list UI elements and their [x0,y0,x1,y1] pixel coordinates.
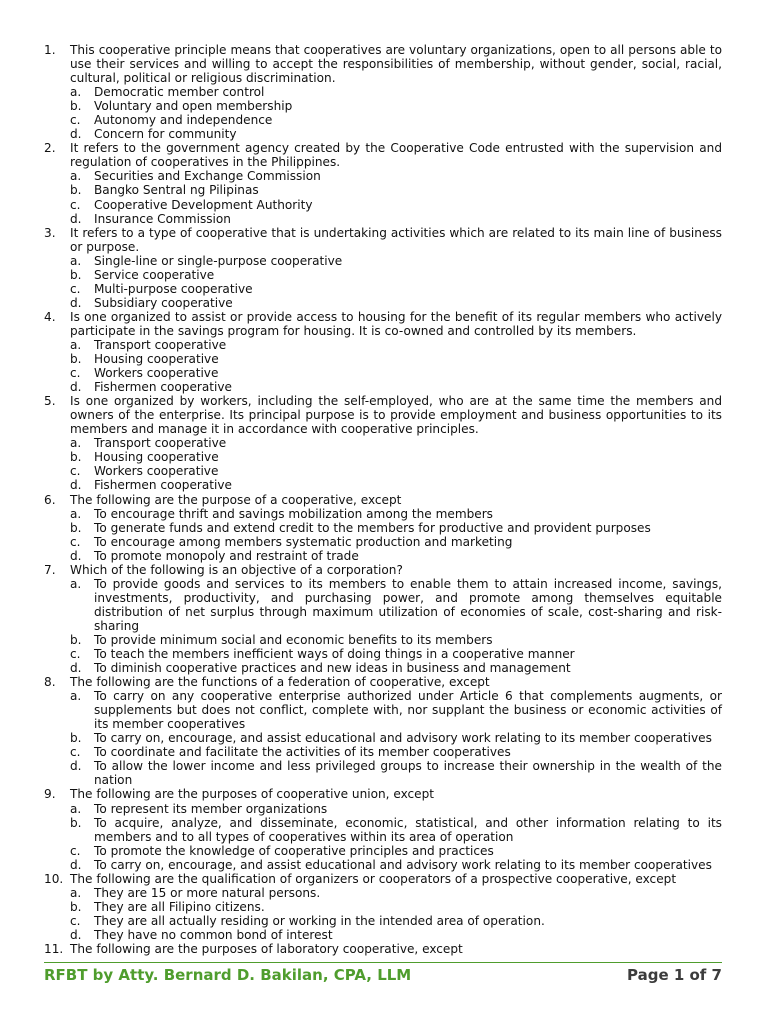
answer-option [70,296,722,310]
option-text: Subsidiary cooperative [94,295,233,310]
option-list [70,85,722,141]
option-text: Workers cooperative [94,464,219,479]
question-item [44,43,722,141]
question-item [44,394,722,492]
option-text: They are all Filipino citizens. [94,899,265,914]
answer-option [70,521,722,535]
option-letter: d. [70,295,82,310]
answer-option [70,535,722,549]
answer-option [70,478,722,492]
page-footer [44,962,722,990]
question-number: 3. [44,225,56,240]
option-list [70,886,722,942]
option-letter: d. [70,927,82,942]
answer-option [70,282,722,296]
answer-option [70,198,722,212]
question-item [44,310,722,394]
option-letter: b. [70,899,82,914]
question-number: 11. [44,942,64,956]
option-text: Housing cooperative [94,352,219,367]
option-letter: c. [70,745,81,760]
option-letter: a. [70,689,82,704]
answer-option [70,647,722,661]
question-text: The following are the purpose of a cooperative, except [70,492,402,507]
answer-option [70,759,722,787]
option-list [70,507,722,563]
answer-option [70,816,722,844]
option-text: Cooperative Development Authority [94,197,313,212]
option-letter: a. [70,576,82,591]
question-text: The following are the qualification of organizers or cooperators of a prospective cooperative, except [70,871,677,886]
question-item [44,226,722,310]
option-letter: d. [70,380,82,395]
question-item [44,675,722,787]
option-letter: b. [70,352,82,367]
answer-option [70,507,722,521]
option-letter: b. [70,183,82,198]
option-letter: c. [70,366,81,381]
option-list [70,169,722,225]
option-letter: c. [70,647,81,662]
option-letter: d. [70,661,82,676]
question-text: Which of the following is an objective of a corporation? [70,562,403,577]
question-text: This cooperative principle means that cooperatives are voluntary organizations, open to all persons able to use their services and willing to accept the responsibilities of membership, without gender, social, racial, cultural, political or religious discrimination. [70,43,722,86]
option-letter: b. [70,267,82,282]
question-text: The following are the functions of a federation of cooperative, except [70,675,490,690]
answer-option [70,731,722,745]
answer-option [70,886,722,900]
option-text: Democratic member control [94,85,265,100]
option-letter: d. [70,857,82,872]
answer-option [70,549,722,563]
question-item [44,942,722,956]
answer-option [70,900,722,914]
option-letter: b. [70,815,82,830]
option-text: Autonomy and independence [94,113,273,128]
option-letter: b. [70,731,82,746]
option-letter: c. [70,464,81,479]
question-row [44,942,722,956]
answer-option [70,858,722,872]
question-row [44,493,722,507]
answer-option [70,802,722,816]
option-letter: c. [70,843,81,858]
option-letter: d. [70,759,82,774]
option-text: To acquire, analyze, and disseminate, economic, statistical, and other information relating to its members and to all types of cooperatives within its area of operation [94,815,722,844]
answer-option [70,212,722,226]
option-text: Fishermen cooperative [94,380,232,395]
question-text: Is one organized by workers, including the self-employed, who are at the same time the members and owners of the enterprise. Its principal purpose is to provide employment and business opportunities to its members and manage it in accordance with cooperative principles. [70,394,722,437]
option-letter: b. [70,632,82,647]
question-item [44,787,722,871]
option-text: Bangko Sentral ng Pilipinas [94,183,259,198]
option-text: They have no common bond of interest [94,927,333,942]
answer-option [70,450,722,464]
option-letter: c. [70,913,81,928]
option-text: Workers cooperative [94,366,219,381]
option-text: To encourage thrift and savings mobilization among the members [94,506,493,521]
answer-option [70,85,722,99]
answer-option [70,914,722,928]
question-text: The following are the purposes of cooperative union, except [70,787,435,802]
option-letter: a. [70,85,82,100]
option-text: Single-line or single-purpose cooperative [94,253,343,268]
answer-option [70,464,722,478]
question-item [44,872,722,942]
option-letter: a. [70,506,82,521]
option-letter: b. [70,450,82,465]
option-letter: c. [70,113,81,128]
option-text: To allow the lower income and less privileged groups to increase their ownership in the wealth of the nation [94,759,722,788]
answer-option [70,844,722,858]
answer-option [70,183,722,197]
question-number: 6. [44,492,56,507]
option-letter: c. [70,281,81,296]
option-letter: a. [70,801,82,816]
option-letter: d. [70,211,82,226]
option-list [70,436,722,492]
question-row [44,226,722,254]
option-text: To carry on, encourage, and assist educational and advisory work relating to its member cooperatives [94,731,712,746]
option-list [70,802,722,872]
option-list [70,338,722,394]
option-list [70,689,722,787]
answer-option [70,745,722,759]
option-letter: b. [70,99,82,114]
option-list [70,254,722,310]
option-letter: a. [70,169,82,184]
option-text: Voluntary and open membership [94,99,293,114]
question-row [44,394,722,436]
option-text: To promote the knowledge of cooperative principles and practices [94,843,494,858]
option-text: To represent its member organizations [94,801,328,816]
option-text: To generate funds and extend credit to the members for productive and provident purposes [94,520,651,535]
option-text: To encourage among members systematic production and marketing [94,534,513,549]
answer-option [70,338,722,352]
answer-option [70,254,722,268]
option-letter: d. [70,127,82,142]
answer-option [70,436,722,450]
question-number: 8. [44,675,56,690]
question-number: 9. [44,787,56,802]
option-letter: b. [70,520,82,535]
option-text: To provide minimum social and economic benefits to its members [94,632,493,647]
question-number: 4. [44,309,56,324]
answer-option [70,268,722,282]
answer-option [70,366,722,380]
question-text: Is one organized to assist or provide access to housing for the benefit of its regular members who actively participate in the savings program for housing. It is co-owned and controlled by its members. [70,309,722,338]
option-text: They are all actually residing or working in the intended area of operation. [94,913,545,928]
option-letter: a. [70,253,82,268]
question-text: It refers to the government agency created by the Cooperative Code entrusted with the supervision and regulation of cooperatives in the Philippines. [70,141,722,170]
answer-option [70,928,722,942]
option-text: Securities and Exchange Commission [94,169,321,184]
question-number: 10. [44,871,64,886]
option-text: Multi-purpose cooperative [94,281,253,296]
question-number: 5. [44,394,56,409]
question-text: It refers to a type of cooperative that is undertaking activities which are related to its main line of business or purpose. [70,225,722,254]
question-item [44,563,722,675]
option-text: Housing cooperative [94,450,219,465]
question-item [44,141,722,225]
option-letter: d. [70,478,82,493]
question-list [44,43,722,956]
answer-option [70,661,722,675]
question-row [44,872,722,886]
answer-option [70,352,722,366]
option-text: Concern for community [94,127,237,142]
option-letter: a. [70,436,82,451]
question-number: 7. [44,562,56,577]
option-text: Fishermen cooperative [94,478,232,493]
question-text: The following are the purposes of laboratory cooperative, except [70,942,463,956]
option-text: To carry on, encourage, and assist educational and advisory work relating to its member cooperatives [94,857,712,872]
option-text: Service cooperative [94,267,215,282]
option-letter: a. [70,885,82,900]
option-text: To teach the members inefficient ways of doing things in a cooperative manner [94,647,575,662]
option-letter: d. [70,548,82,563]
question-number: 2. [44,141,56,156]
question-row [44,675,722,689]
question-row [44,310,722,338]
answer-option [70,127,722,141]
question-row [44,787,722,801]
option-text: Transport cooperative [94,436,227,451]
question-item [44,493,722,563]
option-text: To coordinate and facilitate the activities of its member cooperatives [94,745,511,760]
question-row [44,563,722,577]
answer-option [70,577,722,633]
option-letter: c. [70,534,81,549]
option-text: Transport cooperative [94,337,227,352]
option-text: They are 15 or more natural persons. [94,885,321,900]
answer-option [70,169,722,183]
answer-option [70,689,722,731]
option-list [70,577,722,675]
question-row [44,141,722,169]
answer-option [70,99,722,113]
answer-option [70,380,722,394]
question-row [44,43,722,85]
option-text: To diminish cooperative practices and new ideas in business and management [94,661,571,676]
option-letter: c. [70,197,81,212]
answer-option [70,633,722,647]
option-letter: a. [70,337,82,352]
question-number: 1. [44,43,56,57]
option-text: To promote monopoly and restraint of trade [94,548,359,563]
footer-author: RFBT by Atty. Bernard D. Bakilan, CPA, LLM [44,966,412,984]
option-text: To carry on any cooperative enterprise authorized under Article 6 that complements augments, or supplements but does not conflict, complete with, nor supplant the business or economic activities of its member cooperatives [94,689,722,732]
option-text: To provide goods and services to its members to enable them to attain increased income, savings, investments, productivity, and purchasing power, and promote among themselves equitable distribution of net surplus through maximum utilization of economies of scale, cost-sharing and risk-sharing [94,576,722,633]
answer-option [70,113,722,127]
page-number: Page 1 of 7 [627,966,722,984]
option-text: Insurance Commission [94,211,231,226]
